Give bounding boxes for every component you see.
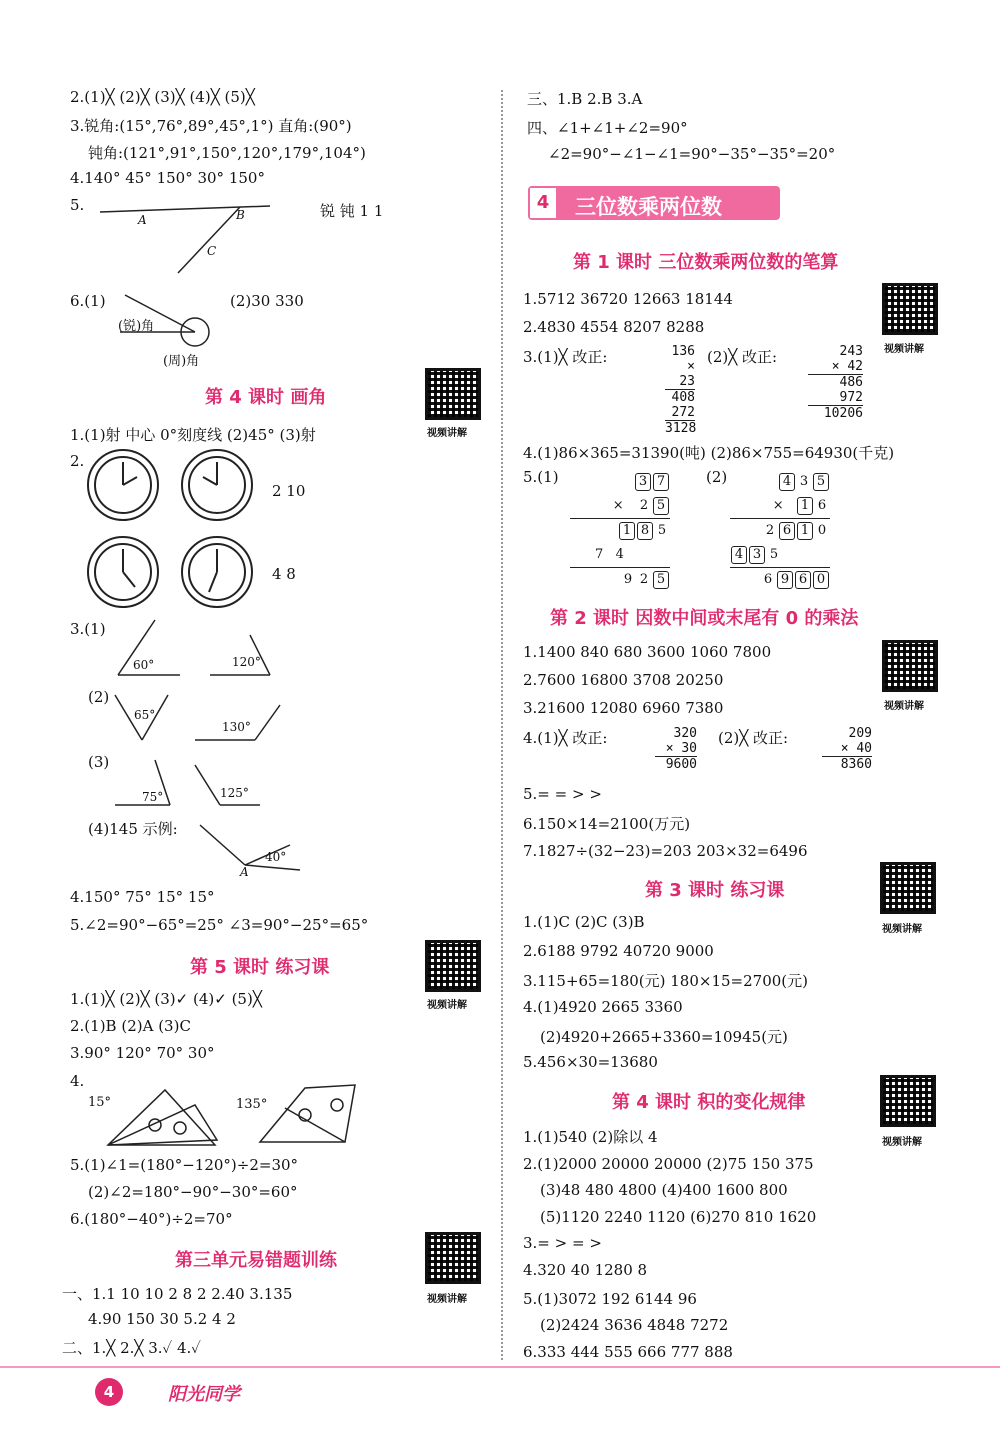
answer-line: 1.1400 840 680 3600 1060 7800: [523, 643, 772, 661]
section-title: 第 1 课时 三位数乘两位数的笔算: [573, 252, 839, 273]
answer-line: (2)╳ 改正:: [718, 729, 789, 747]
answer-line: 四、∠1+∠1+∠2=90°: [527, 119, 688, 137]
vertical-calc-2: 243 × 42 486 972 10206: [808, 344, 863, 421]
answer-line: 1.(1)540 (2)除以 4: [523, 1128, 658, 1146]
angle-label: 120°: [232, 655, 261, 669]
answer-line: 7.1827÷(32−23)=203 203×32=6496: [523, 842, 808, 860]
box-puzzle-2: 4 3 5 × 1 6 2 6 1 0 4 3 5 6 9 6 0: [730, 470, 830, 592]
answer-line: 2.(1)╳ (2)╳ (3)╳ (4)╳ (5)╳: [70, 88, 255, 106]
unit-title: 三位数乘两位数: [575, 195, 722, 219]
answer-line: 2.: [70, 452, 85, 470]
qr-code-icon[interactable]: [425, 368, 481, 420]
answer-line: 2.(1)2000 20000 20000 (2)75 150 375: [523, 1155, 814, 1173]
answer-line: 5.(1)3072 192 6144 96: [523, 1290, 697, 1308]
answer-line: 1.(1)C (2)C (3)B: [523, 913, 645, 931]
clock-diagrams: [85, 447, 260, 612]
qr-code-icon[interactable]: [880, 1075, 936, 1127]
answer-line: 4.320 40 1280 8: [523, 1261, 648, 1279]
answer-line: 4.(1)╳ 改正:: [523, 729, 608, 747]
qr-code-icon[interactable]: [425, 940, 481, 992]
answer-line: ∠2=90°−∠1−∠1=90°−35°−35°=20°: [548, 145, 836, 163]
answer-line: 1.5712 36720 12663 18144: [523, 290, 733, 308]
answer-line: 6.150×14=2100(万元): [523, 815, 691, 833]
section-title: 第 4 课时 积的变化规律: [612, 1092, 806, 1113]
answer-line: 3.= > = >: [523, 1234, 602, 1252]
point-label: A: [240, 865, 249, 879]
section-title: 第 4 课时 画角: [205, 387, 327, 408]
answer-line: 三、1.B 2.B 3.A: [527, 90, 643, 108]
answer-line: 6.333 444 555 666 777 888: [523, 1343, 733, 1361]
angle-label: 125°: [220, 786, 249, 800]
answer-line: 5.: [70, 196, 85, 214]
answer-line: 5.∠2=90°−65°=25° ∠3=90°−25°=65°: [70, 916, 369, 934]
qr-label: 视频讲解: [427, 428, 467, 439]
answer-line: (4)145 示例:: [88, 820, 178, 838]
angle-label: 75°: [142, 790, 164, 804]
angle-label: 60°: [133, 658, 155, 672]
answer-line: (2)30 330: [230, 292, 304, 310]
answer-line: 3.21600 12080 6960 7380: [523, 699, 724, 717]
footer-rule: [0, 1366, 1000, 1368]
answer-line: (2)╳ 改正:: [707, 348, 778, 366]
angle-label: (周)角: [163, 354, 200, 369]
angle-label: (锐)角: [118, 319, 155, 334]
answer-line: 3.(1): [70, 620, 106, 638]
qr-code-icon[interactable]: [882, 283, 938, 335]
answer-line: 6.(180°−40°)÷2=70°: [70, 1210, 233, 1228]
triangle-diagrams: [105, 1080, 365, 1150]
answer-line: 4.(1)4920 2665 3360: [523, 998, 683, 1016]
qr-code-icon[interactable]: [425, 1232, 481, 1284]
answer-line: 2.(1)B (2)A (3)C: [70, 1017, 191, 1035]
box-puzzle-1: 3 7 × 2 5 1 8 5 7 4 9 2 5: [570, 470, 670, 592]
answer-line: 1.(1)╳ (2)╳ (3)✓ (4)✓ (5)╳: [70, 990, 262, 1008]
brand-logo: 阳光同学: [168, 1384, 240, 1405]
answer-line: 二、1.╳ 2.╳ 3.✓ 4.✓: [62, 1339, 201, 1357]
answer-line: 1.(1)射 中心 0°刻度线 (2)45° (3)射: [70, 426, 316, 444]
answer-line: 5.(1): [523, 468, 559, 486]
column-divider: [501, 90, 503, 1360]
answer-line: 6.(1): [70, 292, 106, 310]
answer-line: (2)2424 3636 4848 7272: [540, 1316, 729, 1334]
section-title: 第 2 课时 因数中间或末尾有 0 的乘法: [550, 608, 859, 629]
angle-label: 15°: [88, 1095, 112, 1110]
section-title: 第三单元易错题训练: [175, 1250, 337, 1271]
answer-line: 4.140° 45° 150° 30° 150°: [70, 169, 265, 187]
answer-line: 钝角:(121°,91°,150°,120°,179°,104°): [88, 144, 366, 162]
qr-label: 视频讲解: [427, 1294, 467, 1305]
answer-line: (5)1120 2240 1120 (6)270 810 1620: [540, 1208, 817, 1226]
answer-line: 5.456×30=13680: [523, 1053, 658, 1071]
section-title: 第 3 课时 练习课: [645, 880, 785, 901]
answer-line: (2)∠2=180°−90°−30°=60°: [88, 1183, 298, 1201]
angle-label: 130°: [222, 720, 251, 734]
answer-line: 2 10: [272, 482, 306, 500]
qr-label: 视频讲解: [884, 701, 924, 712]
section-title: 第 5 课时 练习课: [190, 957, 330, 978]
answer-line: 4 8: [272, 565, 296, 583]
angle-label: 65°: [134, 708, 156, 722]
qr-label: 视频讲解: [427, 1000, 467, 1011]
answer-line: 5.= = > >: [523, 785, 602, 803]
answer-line: 3.115+65=180(元) 180×15=2700(元): [523, 972, 809, 990]
vertical-calc-1: 136 × 23 408 272 3128: [665, 344, 697, 436]
answer-line: 3.90° 120° 70° 30°: [70, 1044, 215, 1062]
point-label: B: [236, 208, 245, 222]
page-number: 4: [95, 1378, 123, 1406]
answer-line: (2): [706, 468, 728, 486]
answer-line: (3): [88, 753, 110, 771]
angle-label: 135°: [236, 1097, 268, 1112]
qr-label: 视频讲解: [882, 924, 922, 935]
qr-label: 视频讲解: [882, 1137, 922, 1148]
answer-line: 3.锐角:(15°,76°,89°,45°,1°) 直角:(90°): [70, 117, 352, 135]
qr-label: 视频讲解: [884, 344, 924, 355]
vertical-calc-3: 320 × 30 9600: [655, 726, 697, 772]
vertical-calc-4: 209 × 40 8360: [822, 726, 872, 772]
answer-line: 3.(1)╳ 改正:: [523, 348, 608, 366]
angle-label: 40°: [265, 850, 287, 864]
answer-line: 2.4830 4554 8207 8288: [523, 318, 705, 336]
point-label: A: [138, 213, 147, 227]
answer-line: 4.150° 75° 15° 15°: [70, 888, 215, 906]
qr-code-icon[interactable]: [880, 862, 936, 914]
angle-diagram: [95, 198, 280, 278]
point-label: C: [207, 244, 217, 258]
answer-line: 锐 钝 1 1: [320, 202, 384, 220]
qr-code-icon[interactable]: [882, 640, 938, 692]
answer-line: (3)48 480 4800 (4)400 1600 800: [540, 1181, 788, 1199]
answer-line: 5.(1)∠1=(180°−120°)÷2=30°: [70, 1156, 299, 1174]
unit-number: 4: [530, 188, 556, 218]
answer-line: 一、1.1 10 10 2 8 2 2.40 3.135: [62, 1285, 293, 1303]
answer-line: 2.6188 9792 40720 9000: [523, 942, 714, 960]
answer-line: 4.(1)86×365=31390(吨) (2)86×755=64930(千克): [523, 444, 895, 462]
answer-line: (2)4920+2665+3360=10945(元): [540, 1028, 788, 1046]
answer-line: 4.90 150 30 5.2 4 2: [88, 1310, 236, 1328]
answer-line: 4.: [70, 1072, 85, 1090]
answer-line: (2): [88, 688, 110, 706]
answer-line: 2.7600 16800 3708 20250: [523, 671, 724, 689]
angle-diagram: [195, 820, 305, 875]
